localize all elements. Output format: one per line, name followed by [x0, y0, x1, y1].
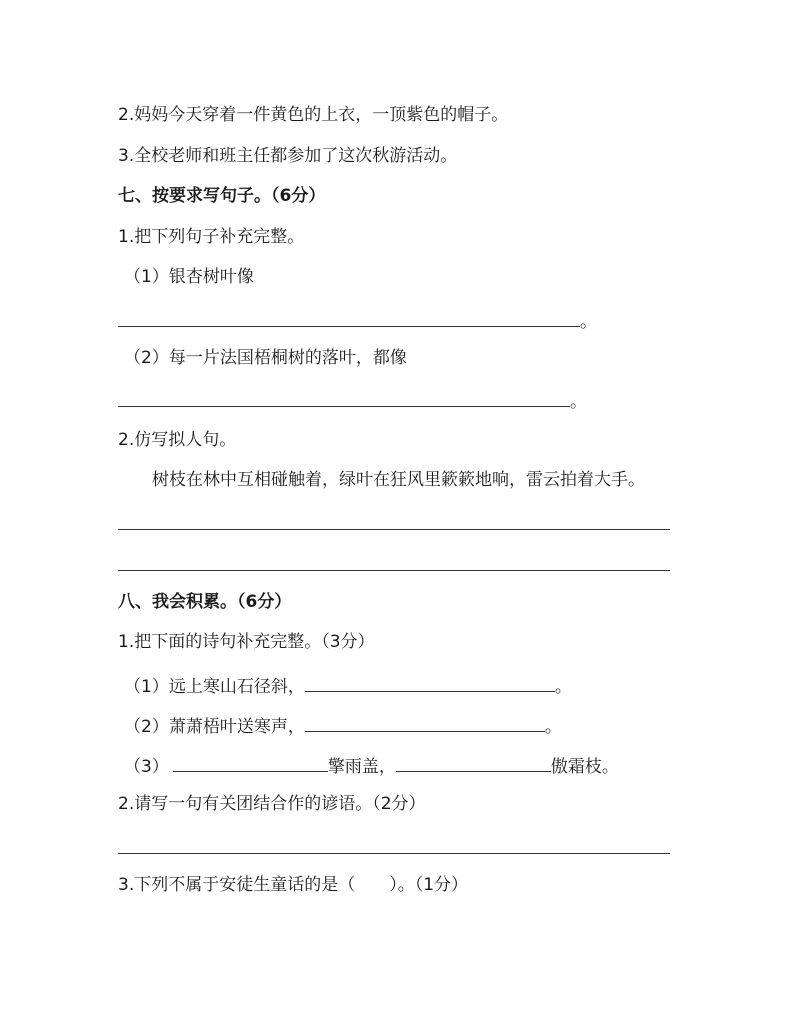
section-8-question-2: 2.请写一句有关团结合作的谚语。（2分） [118, 794, 426, 814]
poem-line-3-middle: 擎雨盖， [327, 757, 396, 777]
poem-blank[interactable] [173, 754, 328, 772]
end-mark: 。 [554, 677, 572, 697]
section-8-question-3: 3.下列不属于安徒生童话的是（ ）。（1分） [118, 875, 469, 895]
section-7-question-1: 1.把下列句子补充完整。 [118, 227, 305, 247]
section-7-question-2: 2.仿写拟人句。 [118, 430, 237, 450]
poem-line-3-end: 傲霜枝。 [550, 757, 619, 777]
answer-line[interactable] [118, 853, 670, 854]
answer-line[interactable] [118, 529, 670, 530]
end-mark: 。 [544, 717, 562, 737]
section-8-question-1: 1.把下面的诗句补充完整。（3分） [118, 632, 375, 652]
example-sentence: 树枝在林中互相碰触着，绿叶在狂风里簌簌地响，雷云拍着大手。 [152, 470, 645, 490]
end-mark: 。 [580, 312, 597, 332]
poem-line-1-text: （1）远上寒山石径斜， [124, 677, 305, 697]
section-8-heading: 八、我会积累。（6分） [118, 592, 292, 612]
section-7-question-1-1: （1）银杏树叶像 [124, 267, 254, 287]
answer-line[interactable] [118, 406, 570, 407]
poem-blank[interactable] [396, 754, 551, 772]
question-6-2: 2.妈妈今天穿着一件黄色的上衣，一顶紫色的帽子。 [118, 105, 509, 125]
poem-line-2 [124, 714, 562, 737]
poem-line-3-number: （3） [124, 757, 169, 777]
section-7-heading: 七、按要求写句子。（6分） [118, 186, 326, 206]
answer-line[interactable] [118, 326, 580, 327]
poem-line-2-text: （2）萧萧梧叶送寒声， [124, 717, 305, 737]
question-6-3: 3.全校老师和班主任都参加了这次秋游活动。 [118, 146, 458, 166]
end-mark: 。 [570, 392, 587, 412]
poem-line-1 [124, 674, 572, 697]
poem-blank[interactable] [305, 714, 545, 732]
poem-blank[interactable] [305, 674, 555, 692]
answer-line[interactable] [118, 570, 670, 571]
section-7-question-1-2: （2）每一片法国梧桐树的落叶，都像 [124, 348, 407, 368]
poem-line-3 [124, 754, 619, 777]
